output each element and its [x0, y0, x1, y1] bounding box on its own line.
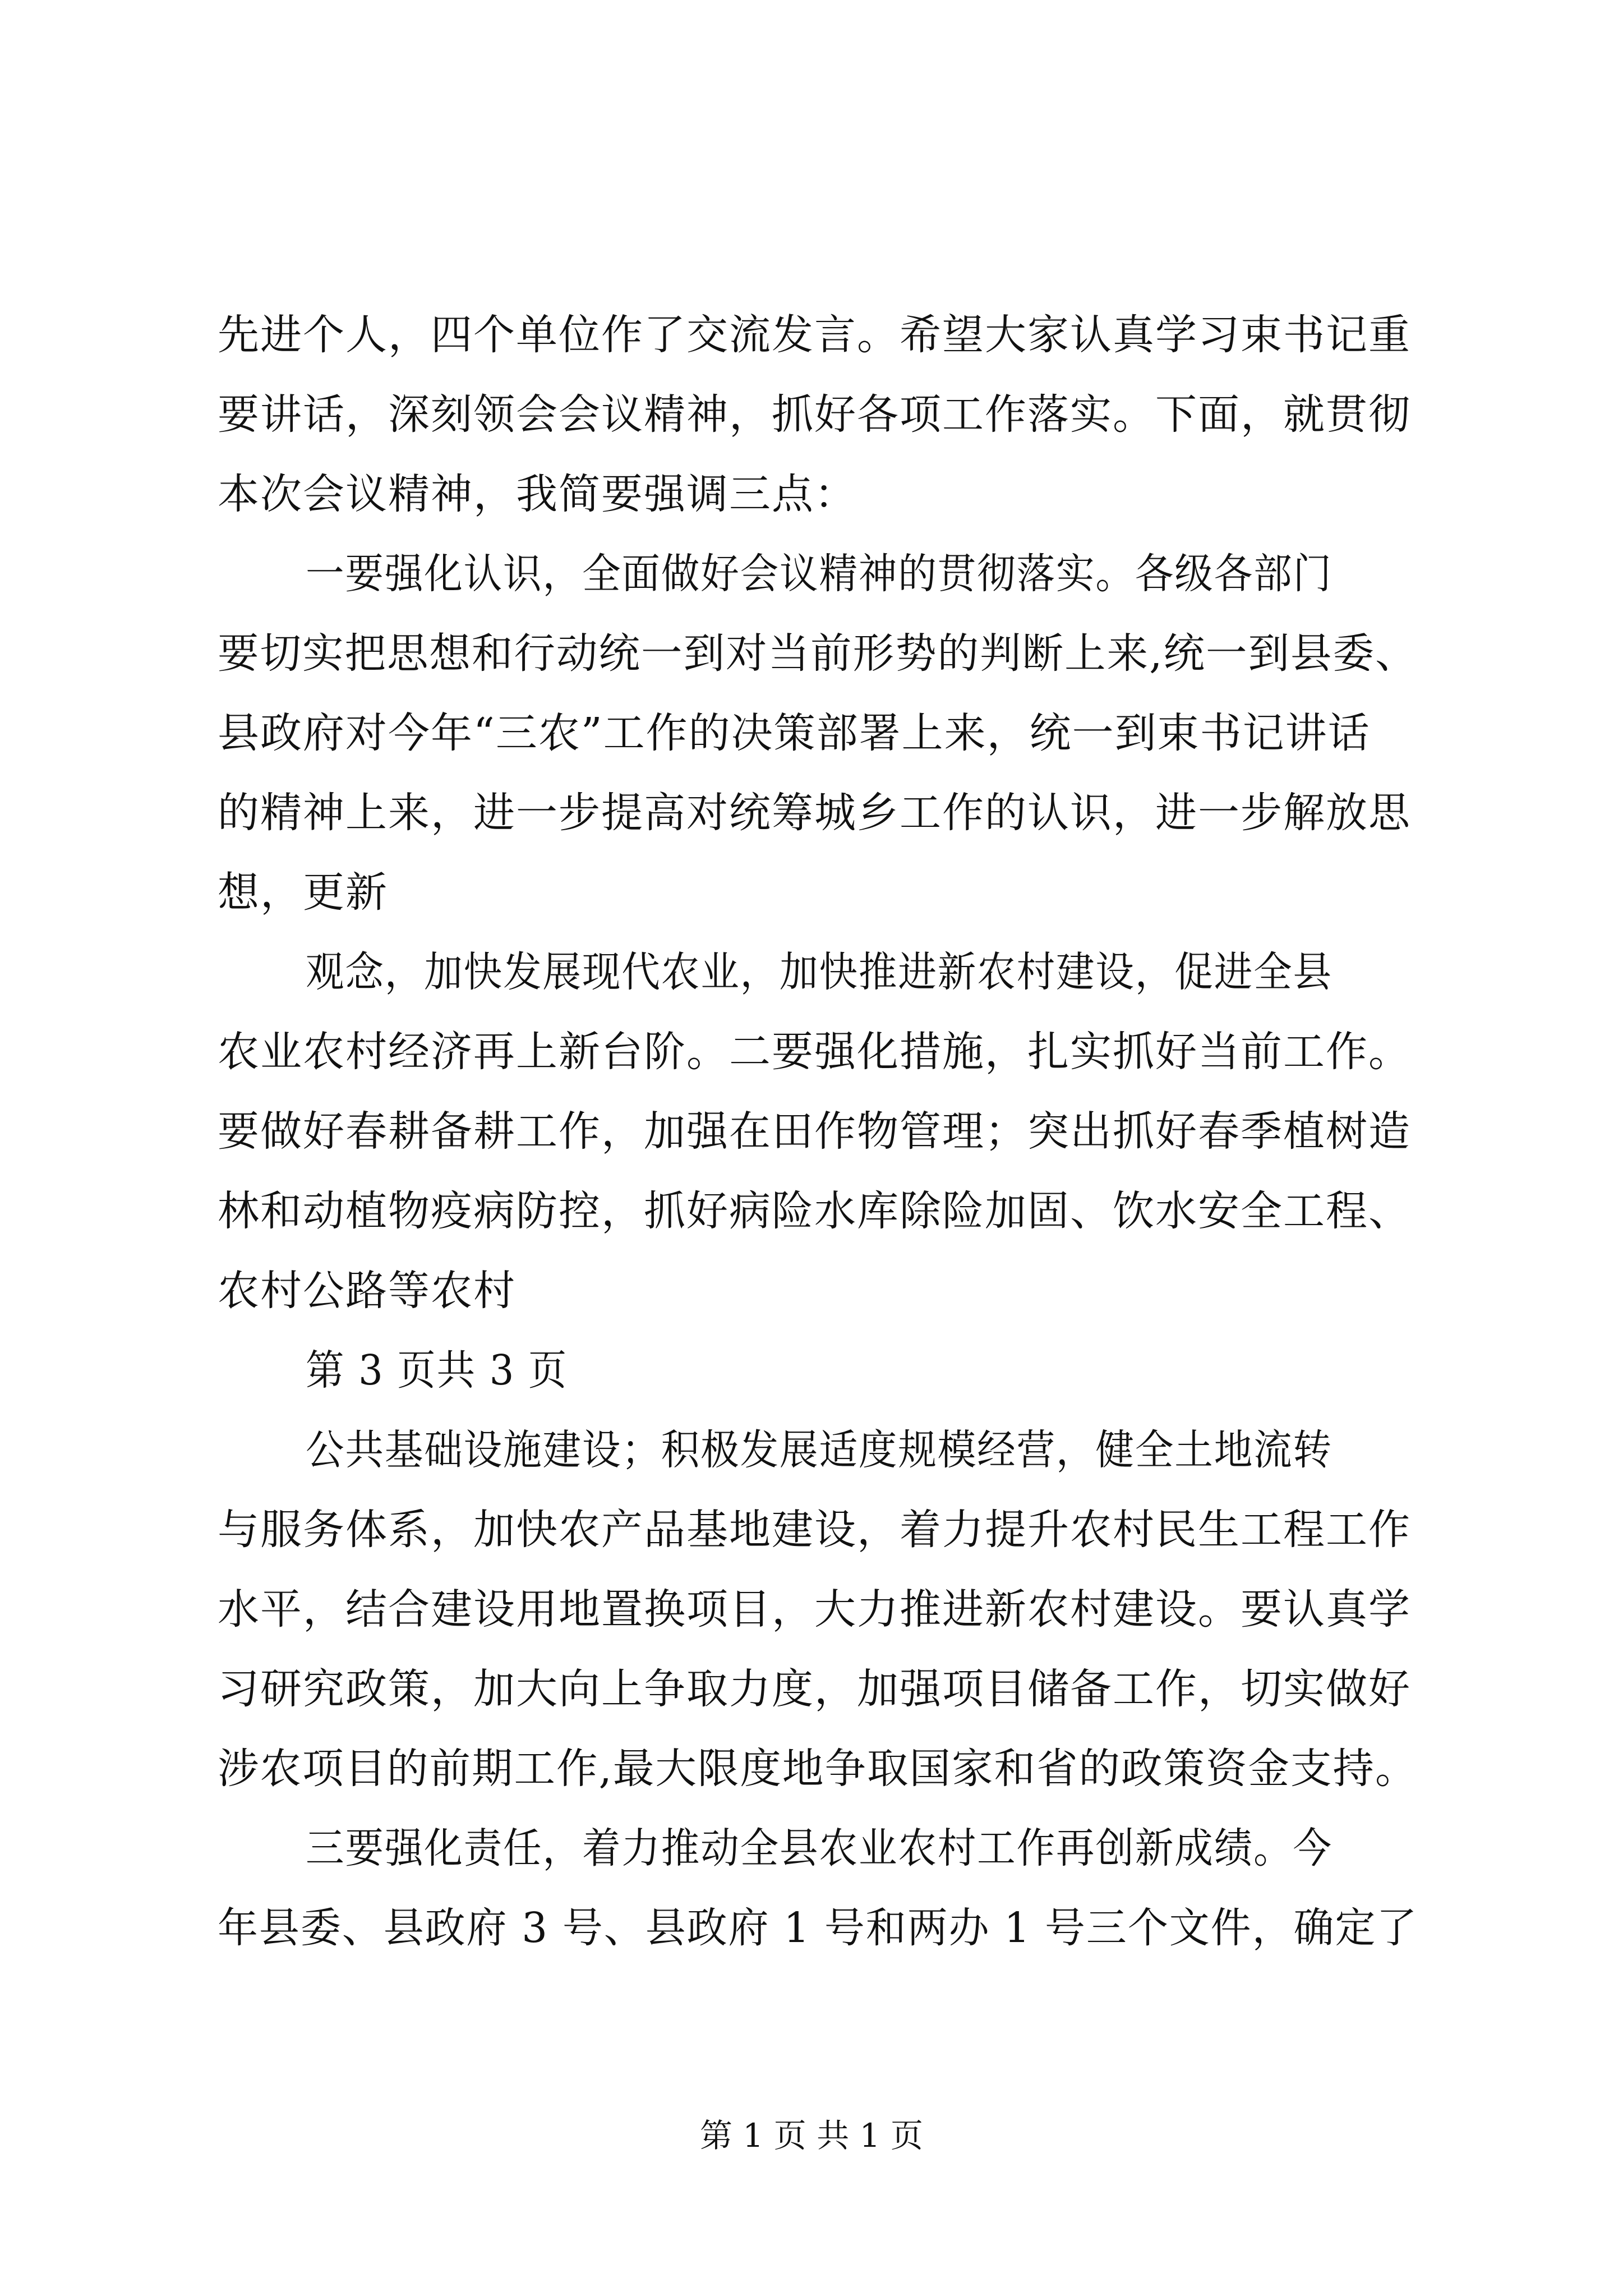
body-text-line: 与服务体系，加快农产品基地建设，着力提升农村民生工程工作 — [218, 1506, 1411, 1554]
body-text-line: 要讲话，深刻领会会议精神，抓好各项工作落实。下面，就贯彻 — [218, 390, 1411, 439]
body-text-line: 林和动植物疫病防控，抓好病险水库除险加固、饮水安全工程、 — [218, 1187, 1411, 1235]
body-text-line: 习研究政策，加大向上争取力度，加强项目储备工作，切实做好 — [218, 1665, 1411, 1713]
body-text-line: 年县委、县政府 3 号、县政府 1 号和两办 1 号三个文件，确定了 — [218, 1904, 1418, 1952]
body-text-line: 农业农村经济再上新台阶。二要强化措施，扎实抓好当前工作。 — [218, 1028, 1411, 1076]
inline-page-number: 第 3 页共 3 页 — [306, 1346, 568, 1395]
body-text-line: 农村公路等农村 — [218, 1267, 516, 1315]
paragraph-first-line: 观念，加快发展现代农业，加快推进新农村建设，促进全县 — [306, 948, 1332, 996]
body-text-line: 先进个人，四个单位作了交流发言。希望大家认真学习束书记重 — [218, 311, 1411, 359]
paragraph-first-line: 一要强化认识，全面做好会议精神的贯彻落实。各级各部门 — [306, 550, 1332, 598]
page-footer: 第 1 页 共 1 页 — [700, 2116, 923, 2155]
paragraph-first-line: 三要强化责任，着力推动全县农业农村工作再创新成绩。今 — [306, 1824, 1332, 1872]
body-text-line: 县政府对今年“三农”工作的决策部署上来，统一到束书记讲话 — [218, 709, 1371, 757]
body-text-line: 本次会议精神，我简要强调三点： — [218, 470, 857, 518]
body-text-line: 想，更新 — [218, 868, 388, 917]
body-text-line: 的精神上来，进一步提高对统筹城乡工作的认识，进一步解放思 — [218, 789, 1411, 837]
body-text-line: 水平，结合建设用地置换项目，大力推进新农村建设。要认真学 — [218, 1585, 1411, 1634]
body-text-line: 要切实把思想和行动统一到对当前形势的判断上来,统一到县委、 — [218, 629, 1418, 678]
body-text-line: 涉农项目的前期工作,最大限度地争取国家和省的政策资金支持。 — [218, 1745, 1418, 1793]
body-text-line: 要做好春耕备耕工作，加强在田作物管理；突出抓好春季植树造 — [218, 1107, 1411, 1156]
paragraph-first-line: 公共基础设施建设；积极发展适度规模经营，健全土地流转 — [306, 1426, 1332, 1474]
